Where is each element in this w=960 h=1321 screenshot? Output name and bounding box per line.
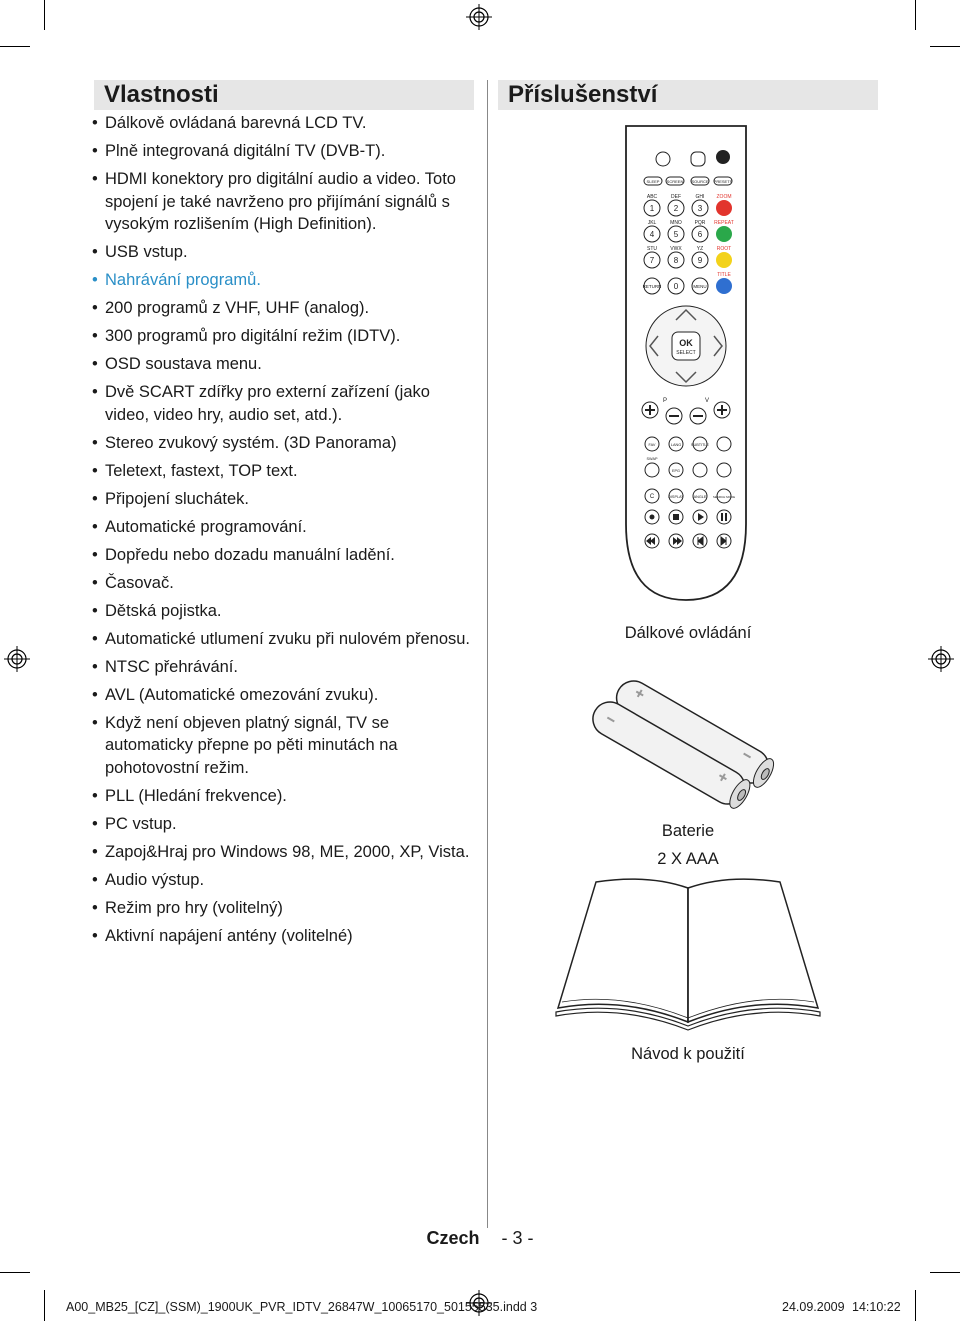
crop-mark (915, 0, 916, 30)
svg-text:SELECT: SELECT (676, 350, 696, 356)
svg-text:6: 6 (697, 230, 703, 239)
svg-text:SLEEP: SLEEP (646, 179, 660, 184)
list-item: • AVL (Automatické omezování zvuku). (92, 684, 474, 707)
list-item: • Když není objeven platný signál, TV se automaticky přepne po pěti minutách na pohotovostní režim. (92, 712, 474, 780)
svg-text:ANGLE: ANGLE (693, 495, 707, 499)
svg-text:8: 8 (673, 256, 679, 265)
crop-mark (915, 1290, 916, 1321)
svg-text:DISPLAY: DISPLAY (668, 495, 684, 499)
svg-text:TITLE: TITLE (717, 272, 731, 278)
list-item: • 300 programů pro digitální režim (IDTV). (92, 325, 474, 348)
list-item: • 200 programů z VHF, UHF (analog). (92, 297, 474, 320)
blue-button (716, 278, 732, 294)
svg-text:OK: OK (679, 338, 693, 348)
svg-text:MENU: MENU (693, 284, 707, 289)
svg-text:REPEAT: REPEAT (714, 220, 734, 226)
list-item: • Dálkově ovládaná barevná LCD TV. (92, 112, 474, 135)
column-divider (487, 80, 488, 1228)
mute-button (716, 150, 730, 164)
svg-text:2: 2 (673, 204, 679, 213)
svg-text:4: 4 (649, 230, 655, 239)
svg-text:ROOT: ROOT (716, 246, 732, 252)
registration-mark-icon (466, 4, 492, 30)
svg-text:SWAP: SWAP (646, 457, 658, 461)
list-item: • Připojení sluchátek. (92, 488, 474, 511)
power-button (656, 152, 670, 166)
crop-mark (930, 1272, 960, 1273)
yellow-button (716, 252, 732, 268)
list-item: • Dopředu nebo dozadu manuální ladění. (92, 544, 474, 567)
info-button (691, 152, 705, 166)
batteries-illustration (580, 680, 790, 810)
svg-text:ABC: ABC (646, 194, 658, 200)
list-item: • Režim pro hry (volitelný) (92, 897, 474, 920)
red-button (716, 200, 732, 216)
svg-text:0: 0 (673, 282, 679, 291)
svg-text:ZOOM: ZOOM (716, 194, 732, 200)
svg-text:3: 3 (697, 204, 703, 213)
crop-mark (44, 1290, 45, 1321)
svg-text:EPG: EPG (671, 469, 681, 473)
page-number: - 3 - (501, 1228, 534, 1248)
svg-text:SCREEN: SCREEN (666, 179, 684, 184)
list-item: • Dětská pojistka. (92, 600, 474, 623)
svg-text:FAV: FAV (648, 443, 656, 447)
list-item: • Automatické utlumení zvuku při nulovém přenosu. (92, 628, 474, 651)
print-filename: A00_MB25_[CZ]_(SSM)_1900UK_PVR_IDTV_26847W_10065170_50155535.indd 3 (66, 1300, 538, 1314)
registration-mark-icon (4, 646, 30, 672)
list-item: • NTSC přehrávání. (92, 656, 474, 679)
battery-caption: Baterie (661, 822, 715, 840)
svg-text:C: C (649, 494, 655, 500)
svg-text:MNO: MNO (670, 220, 682, 226)
list-item: • Audio výstup. (92, 869, 474, 892)
svg-text:GHI: GHI (695, 194, 705, 200)
svg-text:VWX: VWX (670, 246, 682, 252)
crop-mark (0, 46, 30, 47)
manual-caption: Návod k použití (631, 1045, 745, 1063)
remote-caption: Dálkové ovládání (624, 624, 752, 642)
print-time: 14:10:22 (852, 1300, 901, 1314)
list-item: • Teletext, fastext, TOP text. (92, 460, 474, 483)
list-item: • PLL (Hledání frekvence). (92, 785, 474, 808)
svg-text:9: 9 (697, 256, 703, 265)
list-item: • Zapoj&Hraj pro Windows 98, ME, 2000, XP, Vista. (92, 841, 474, 864)
svg-text:P: P (662, 398, 668, 404)
manual-book-illustration (552, 872, 824, 1034)
svg-text:PRESETS: PRESETS (713, 179, 733, 184)
crop-mark (0, 1272, 30, 1273)
svg-text:RETURN: RETURN (642, 284, 662, 289)
green-button (716, 226, 732, 242)
svg-text:LANG: LANG (670, 443, 682, 447)
crop-mark (44, 0, 45, 30)
features-heading: Vlastnosti (94, 80, 474, 110)
list-item: • Stereo zvukový systém. (3D Panorama) (92, 432, 474, 455)
svg-text:7: 7 (649, 256, 655, 265)
list-item: • PC vstup. (92, 813, 474, 836)
list-item: • USB vstup. (92, 241, 474, 264)
svg-text:PQR: PQR (694, 220, 706, 226)
page-footer (0, 1228, 960, 1249)
accessories-heading: Příslušenství (498, 80, 878, 110)
list-item: • OSD soustava menu. (92, 353, 474, 376)
svg-text:DEF: DEF (671, 194, 681, 200)
list-item: • HDMI konektory pro digitální audio a video. Toto spojení je také navrženo pro přijímání signálů s vysokým rozlišením (High Definition). (92, 168, 474, 236)
remote-control-illustration (622, 124, 750, 604)
svg-text:V: V (704, 398, 710, 404)
svg-text:SEARCH MODE: SEARCH MODE (712, 495, 736, 499)
list-item: • Aktivní napájení antény (volitelné) (92, 925, 474, 948)
list-item: • Plně integrovaná digitální TV (DVB-T). (92, 140, 474, 163)
battery-spec: 2 X AAA (657, 850, 719, 868)
svg-text:SOURCE: SOURCE (691, 179, 709, 184)
svg-text:YZ: YZ (696, 246, 704, 252)
list-item: • Nahrávání programů. (92, 269, 474, 292)
print-date: 24.09.2009 (782, 1300, 845, 1314)
svg-text:5: 5 (673, 230, 679, 239)
registration-mark-icon (928, 646, 954, 672)
footer-language: Czech (426, 1228, 480, 1248)
features-list (92, 112, 474, 953)
list-item: • Časovač. (92, 572, 474, 595)
list-item: • Dvě SCART zdířky pro externí zařízení (jako video, video hry, audio set, atd.). (92, 381, 474, 426)
svg-text:STU: STU (647, 246, 657, 252)
crop-mark (930, 46, 960, 47)
list-item: • Automatické programování. (92, 516, 474, 539)
svg-text:SUBTITLE: SUBTITLE (690, 443, 710, 447)
svg-text:1: 1 (649, 204, 655, 213)
svg-text:JKL: JKL (647, 220, 657, 226)
